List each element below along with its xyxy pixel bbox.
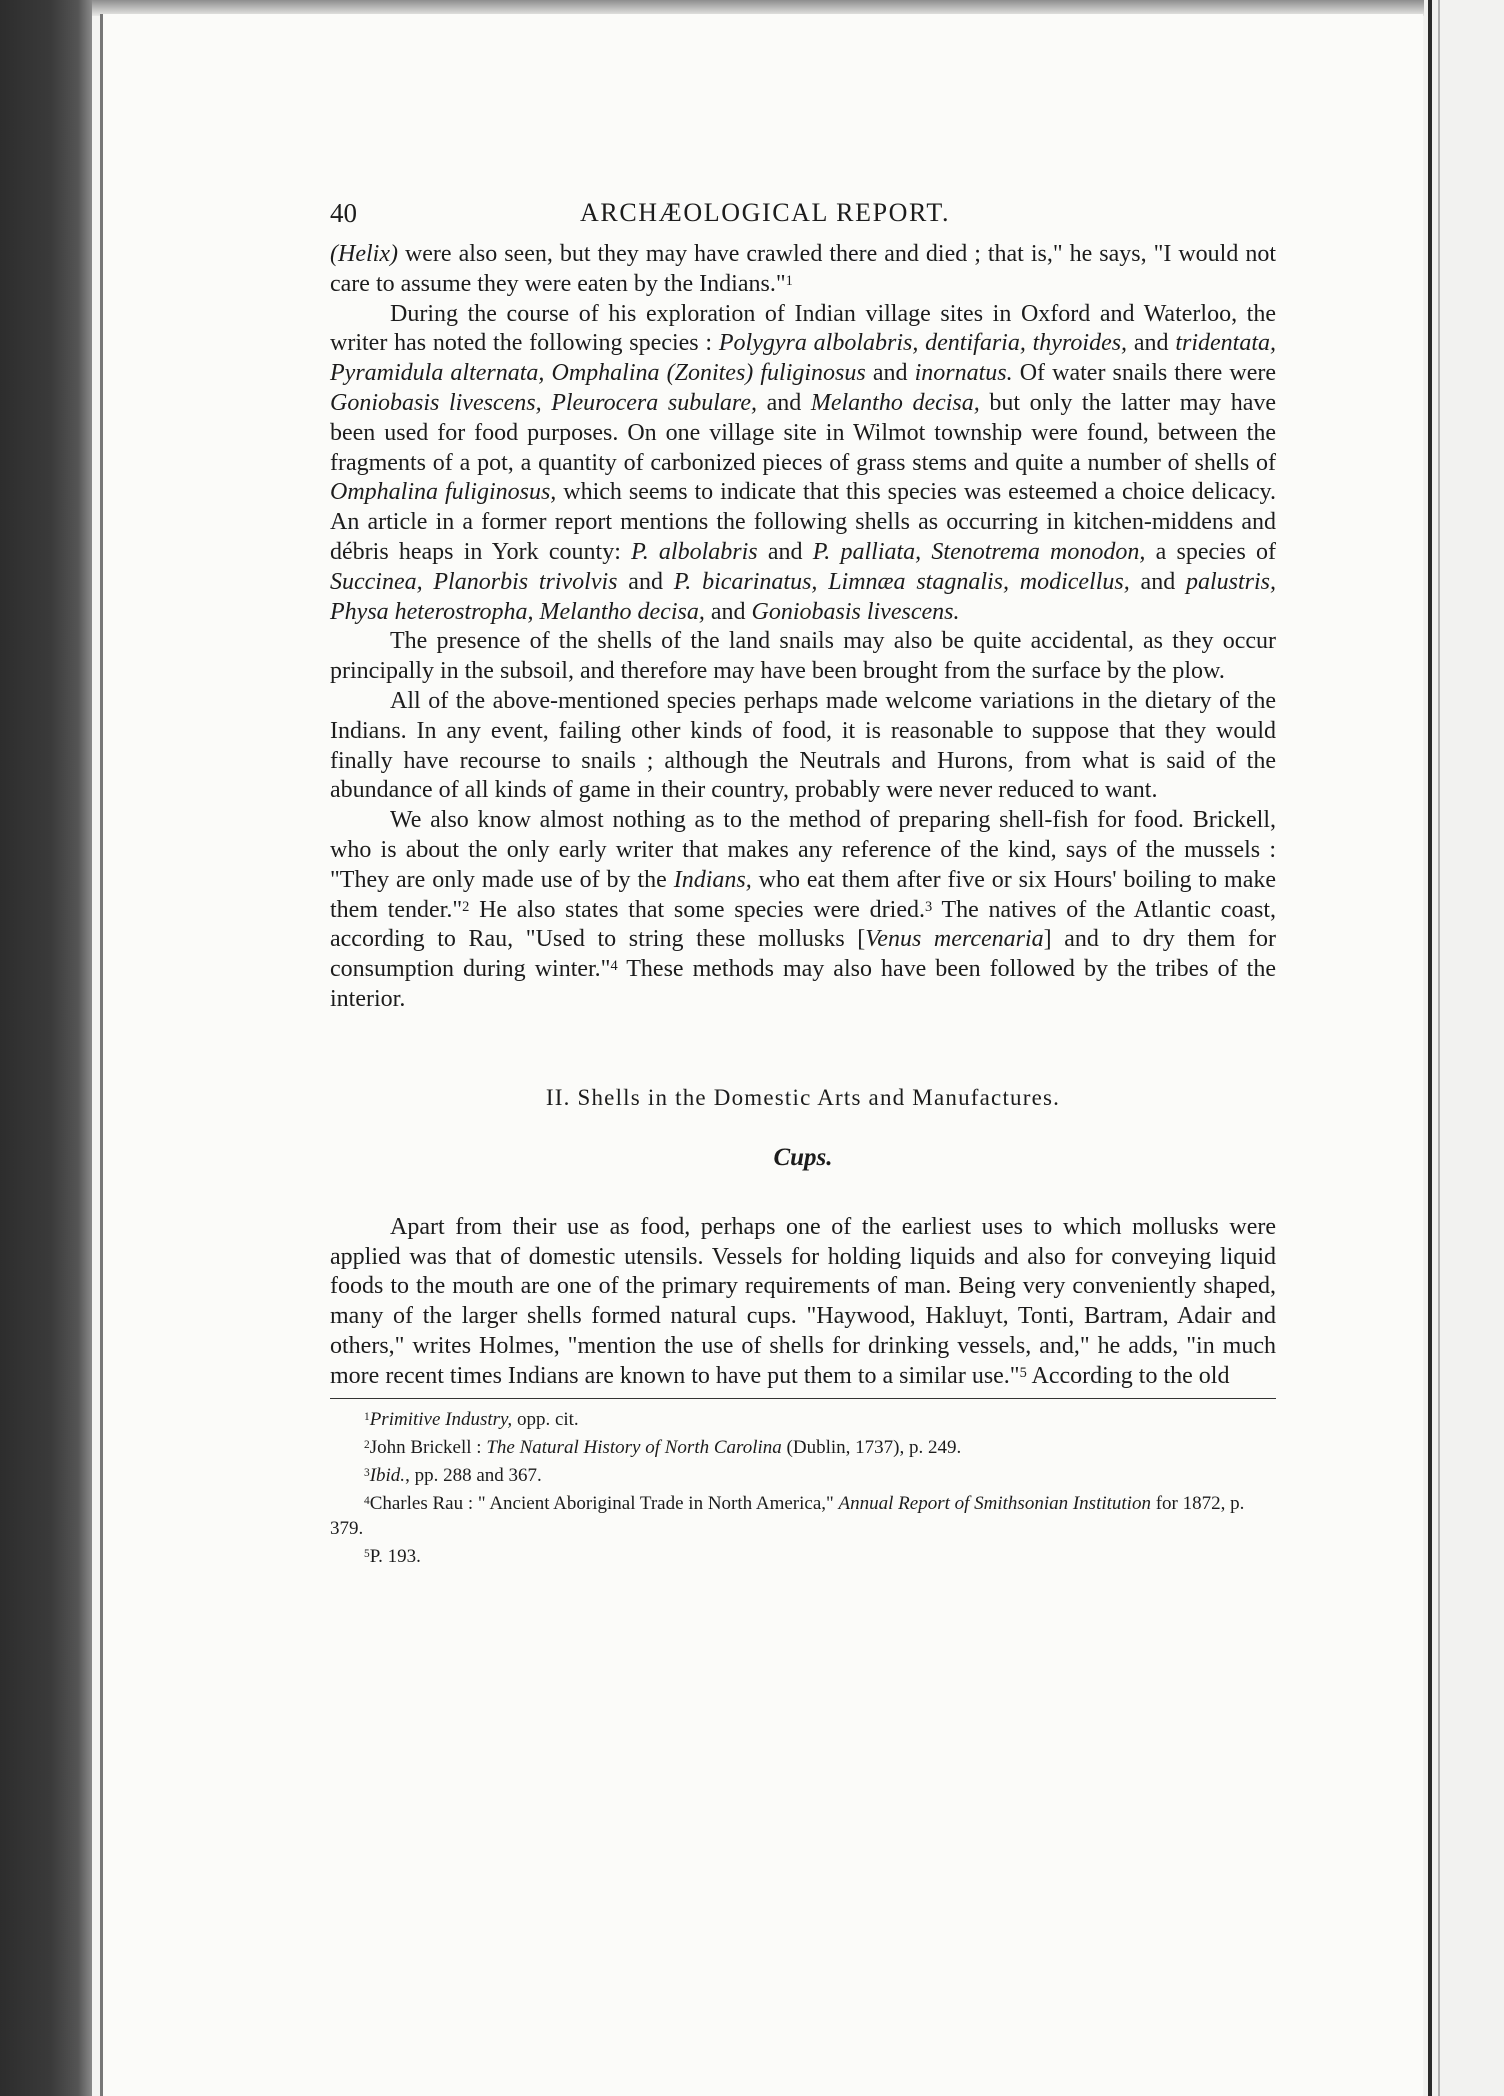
text-run: John Brickell :	[369, 1436, 487, 1458]
italic-term: Goniobasis livescens, Pleurocera subulare,	[330, 389, 757, 416]
italic-term: P. albolabris	[631, 538, 758, 565]
page-edge-line	[1428, 0, 1432, 2096]
footnote-3	[330, 1463, 1276, 1488]
italic-term: P. palliata, Stenotrema monodon,	[812, 538, 1146, 565]
footnote-5	[330, 1544, 1276, 1569]
footnote-rule	[330, 1398, 1276, 1399]
text-run: and	[757, 538, 813, 565]
text-run: were also seen, but they may have crawled there and died ; that is," he says, "I would not care to assume they were eaten by the Indians."	[330, 241, 1276, 297]
paragraph-5	[330, 806, 1276, 1015]
text-run: opp. cit.	[512, 1408, 579, 1430]
italic-term: Succinea, Planorbis trivolvis	[330, 568, 618, 595]
paragraph-6	[330, 1213, 1276, 1392]
paragraph-3: The presence of the shells of the land snails may also be quite accidental, as they occur principally in the subsoil, and therefore may have been brought from the surface by the plow.	[330, 628, 1276, 685]
text-run: Apart from their use as food, perhaps one of the earliest uses to which mollusks were applied was that of domestic utensils. Vessels for holding liquids and also for conveying liquid foods to the mouth are one of the primary requirements of man. Being very conveniently shaped, many of the larger shells formed natural cups. "Haywood, Hakluyt, Tonti, Bartram, Adair and others," writes Holmes, "mention the use of shells for drinking vessels, and," he adds, "in much more recent times Indians are known to have put them to a similar use."	[330, 1213, 1276, 1389]
italic-term: Primitive Industry,	[369, 1408, 513, 1430]
text-run: , pp. 288 and 367.	[405, 1464, 542, 1486]
scan-binding-shadow	[0, 0, 92, 2096]
text-run: for 1872, p. 379.	[330, 1492, 1245, 1539]
text-run: and	[756, 389, 811, 416]
footnote-number: 1	[364, 1410, 370, 1423]
footnote-4	[330, 1491, 1276, 1541]
text-run: and	[865, 360, 915, 387]
text-run: ] and to dry them for consumption during winter."	[330, 926, 1276, 983]
text-run: but only the latter may have been used for food purposes. On one village site in Wilmot township were found, between the fragments of a pot, a quantity of carbonized pieces of grass stems and quite a number of shells of	[330, 389, 1276, 476]
italic-term: (Helix)	[330, 241, 398, 267]
text-run: Charles Rau : " Ancient Aboriginal Trade in North America,"	[369, 1492, 839, 1514]
paragraph-2	[330, 300, 1276, 628]
scan-right-edge	[1424, 0, 1504, 2096]
text-run: According to the old	[1026, 1362, 1230, 1389]
italic-term: palustris, Physa heterostropha, Melantho decisa,	[330, 568, 1277, 625]
footnote-number: 4	[364, 1494, 370, 1507]
text-run: P. 193.	[369, 1545, 421, 1567]
text-run: which seems to indicate that this species was esteemed a choice delicacy. An article in a former report mentions the following shells as occurring in kitchen-middens and débris heaps in York county:	[330, 479, 1276, 565]
italic-term: Annual Report of Smithsonian Institution	[838, 1492, 1151, 1514]
italic-term: Omphalina fuliginosus,	[330, 479, 557, 506]
body-text	[330, 240, 1276, 1392]
footnote-ref: 3	[925, 898, 933, 915]
text-run: who eat them after five or six Hours' boiling to make them tender."	[330, 866, 1276, 923]
running-title: ARCHÆOLOGICAL REPORT.	[580, 198, 951, 227]
text-run: and	[1129, 568, 1186, 595]
page-number: 40	[330, 198, 357, 228]
italic-term: inornatus.	[914, 360, 1013, 387]
footnote-ref: 5	[1019, 1364, 1027, 1381]
italic-term: Polygyra albolabris, dentifaria, thyroides,	[718, 330, 1128, 357]
page-text	[330, 196, 1276, 1572]
italic-term: The Natural History of North Carolina	[486, 1436, 782, 1458]
text-run: (Dublin, 1737), p. 249.	[781, 1436, 962, 1458]
footnote-ref: 2	[462, 898, 470, 915]
text-run: and	[617, 568, 674, 595]
text-run: These methods may also have been followed by the tribes of the interior.	[330, 956, 1276, 1012]
text-run: During the course of his exploration of Indian village sites in Oxford and Waterloo, the writer has noted the following species :	[330, 300, 1276, 357]
running-head	[330, 196, 1276, 240]
italic-term: P. bicarinatus, Limnæa stagnalis, modicellus,	[673, 568, 1130, 595]
paragraph-4: All of the above-mentioned species perhaps made welcome variations in the dietary of the Indians. In any event, failing other kinds of food, it is reasonable to suppose that they would finally have recourse to snails ; although the Neutrals and Hurons, from what is said of the abundance of all kinds of game in their country, probably were never reduced to want.	[330, 687, 1276, 804]
italic-term: Melantho decisa,	[810, 389, 980, 416]
footnote-number: 3	[364, 1466, 370, 1479]
footnote-ref: 1	[785, 273, 793, 290]
text-run: and	[1127, 330, 1176, 357]
text-run: Of water snails there were	[1012, 360, 1276, 387]
text-run: He also states that some species were dried.	[469, 896, 925, 923]
italic-term: tridentata, Pyramidula alternata, Omphalina (Zonites) fuliginosus	[330, 330, 1276, 387]
footnote-number: 2	[364, 1438, 370, 1451]
text-run: and	[704, 598, 752, 625]
text-run: The natives of the Atlantic coast, according to Rau, "Used to string these mollusks [	[330, 896, 1277, 953]
page-edge-line-faint	[1438, 0, 1440, 2096]
footnote-ref: 4	[610, 958, 618, 975]
footnote-2	[330, 1435, 1276, 1460]
footnote-1	[330, 1407, 1276, 1432]
subheading: Cups.	[773, 1143, 833, 1171]
footnotes	[330, 1407, 1276, 1569]
paragraph-1	[330, 240, 1276, 300]
italic-term: Ibid.	[369, 1464, 406, 1486]
text-run: a species of	[1145, 538, 1277, 565]
footnote-number: 5	[364, 1547, 370, 1560]
section-heading: II. Shells in the Domestic Arts and Manufactures.	[545, 1084, 1061, 1110]
italic-term: Venus mercenaria	[865, 926, 1044, 953]
text-run: We also know almost nothing as to the method of preparing shell-fish for food. Brickell, who is about the only early writer that makes any reference of the kind, says of the mussels : "They are only made use of by the	[330, 807, 1276, 893]
italic-term: Indians,	[673, 866, 752, 893]
italic-term: Goniobasis livescens.	[751, 598, 960, 625]
